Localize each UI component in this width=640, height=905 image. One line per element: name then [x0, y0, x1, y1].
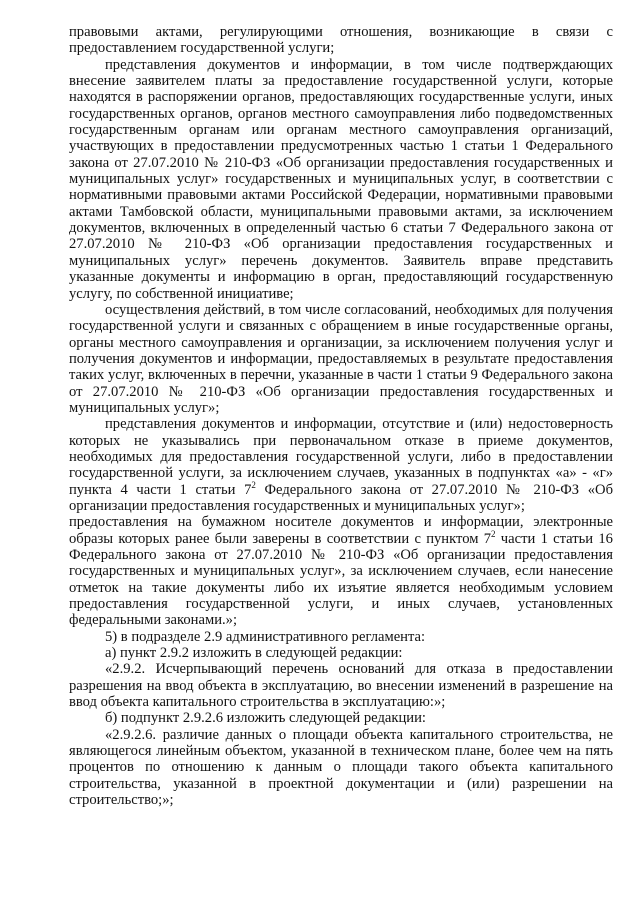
paragraph-item-b: б) подпункт 2.9.2.6 изложить следующей редакции: — [105, 710, 426, 727]
paragraph-initial-refusal — [69, 416, 613, 514]
paragraph-text-part: Федерального закона от 27.07.2010 № 210-ФЗ «Об организации предоставления государственных и муниципальных услуг»; — [69, 481, 613, 514]
superscript: 2 — [491, 528, 496, 539]
paragraph-text-part: предоставления на бумажном носителе документов и информации, электронные образы которых ранее были заверены в соответствии с пунктом 7 — [69, 514, 613, 547]
paragraph-paper-documents — [69, 514, 613, 628]
superscript: 2 — [251, 479, 256, 490]
paragraph-continuation: правовыми актами, регулирующими отношения, возникающие в связи с предоставлением государственной услуги; — [69, 24, 613, 57]
paragraph-actions-approvals: осуществления действий, в том числе согласований, необходимых для получения государственной услуги и связанных с обращением в иные государственные органы, органы местного самоуправления и организации, за исключением получения услуг и получения документов и информации, предоставляемых в результате предоставления таких услуг, включенных в перечни, указанные в части 1 статьи 9 Федерального закона от 27.07.2010 № 210-ФЗ «Об организации предоставления государственных и муниципальных услуг»; — [69, 301, 613, 416]
paragraph-documents-information: представления документов и информации, в том числе подтверждающих внесение заявителем платы за предоставление государственной услуги, которые находятся в распоряжении органов, предоставляющих государственные услуги, иных государственных органов, органов местного самоуправления либо подведомственных государственным органам или органам местного самоуправления организаций, участвующих в предоставлении предусмотренных частью 1 статьи 1 Федерального закона от 27.07.2010 № 210-ФЗ «Об организации предоставления государственных и муниципальных услуг» государственных и муниципальных услуг, в соответствии с нормативными правовыми актами Российской Федерации, нормативными правовыми актами Тамбовской области, муниципальными правовыми актами, за исключением документов, включенных в определенный частью 6 статьи 7 Федерального закона от 27.07.2010 № 210-ФЗ «Об организации предоставления государственных и муниципальных услуг» перечень документов. Заявитель вправе представить указанные документы и информацию в орган, предоставляющий государственную услугу, по собственной инициативе; — [69, 56, 613, 302]
paragraph-text-part: части 1 статьи 16 Федерального закона от 27.07.2010 № 210-ФЗ «Об организации предоставления государственных и муниципальных услуг», за исключением случаев, если нанесение отметок на такие документы либо их изъятие является необходимым условием предоставления государственной услуги, и иных случаев, установленных федеральными законами.»; — [69, 530, 613, 629]
paragraph-text-part: представления документов и информации, отсутствие и (или) недостоверность которых не указывались при первоначальном отказе в приеме документов, необходимых для предоставления государственной услуги, либо в предоставлении государственной услуги, за исключением случаев, указанных в подпунктах «а» - «г» пункта 4 части 1 статьи 7 — [69, 416, 613, 498]
paragraph-item-5: 5) в подразделе 2.9 административного регламента: — [105, 628, 426, 645]
paragraph-item-a: а) пункт 2.9.2 изложить в следующей редакции: — [105, 645, 403, 662]
paragraph-clause-2-9-2: «2.9.2. Исчерпывающий перечень оснований для отказа в предоставлении разрешения на ввод объекта в эксплуатацию, во внесении изменений в разрешение на ввод объекта капитального строительства в эксплуатацию:»; — [69, 661, 613, 711]
paragraph-clause-2-9-2-6: «2.9.2.6. различие данных о площади объекта капитального строительства, не являющегося линейным объектом, указанной в техническом плане, более чем на пять процентов по отношению к данным о площади такого объекта капитального строительства, указанной в проектной документации и (или) разрешении на строительство;»; — [69, 726, 613, 809]
